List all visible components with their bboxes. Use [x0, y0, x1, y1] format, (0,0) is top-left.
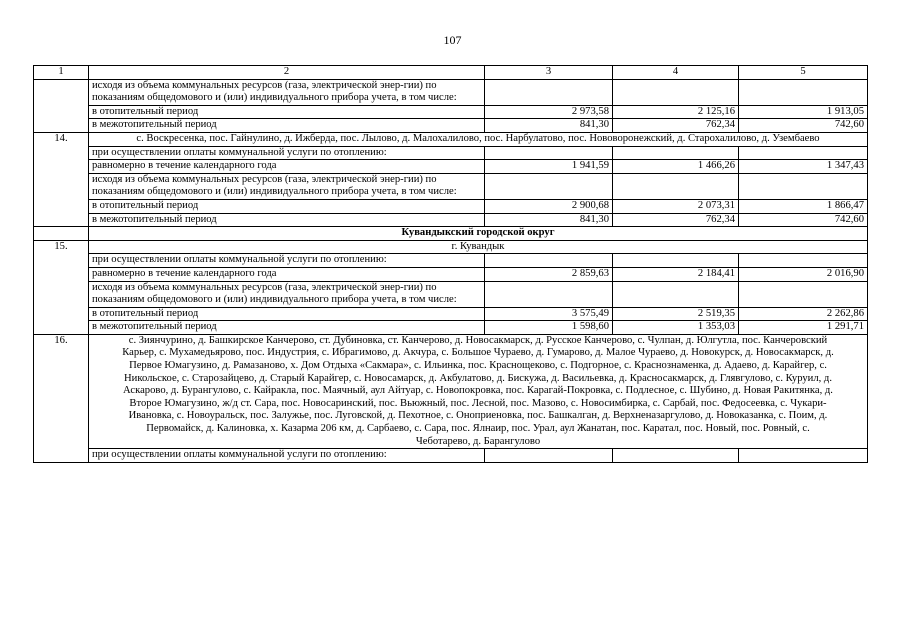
value-cell: 1 347,43	[739, 160, 868, 174]
row-label: равномерно в течение календарного года	[89, 160, 485, 174]
value-cell: 2 016,90	[739, 267, 868, 281]
table-row	[34, 307, 868, 321]
row-label: исходя из объема коммунальных ресурсов (газа, электрической энер-гии) по показаниям общедомового и (или) индивидуального прибора учета, в том числе:	[89, 173, 485, 199]
row-label: исходя из объема коммунальных ресурсов (газа, электрической энер-гии) по показаниям общедомового и (или) индивидуального прибора учета, в том числе:	[89, 79, 485, 105]
table-row	[34, 160, 868, 174]
value-cell: 1 291,71	[739, 321, 868, 335]
settlement-list: г. Кувандык	[89, 240, 868, 254]
table-row	[34, 334, 868, 448]
row-label: в отопительный период	[89, 307, 485, 321]
row-index: 15.	[34, 240, 89, 334]
table-row	[34, 132, 868, 146]
row-label: исходя из объема коммунальных ресурсов (газа, электрической энер-гии) по показаниям общедомового и (или) индивидуального прибора учета, в том числе:	[89, 281, 485, 307]
row-label: в межотопительный период	[89, 119, 485, 133]
row-label: равномерно в течение календарного года	[89, 267, 485, 281]
value-cell: 762,34	[613, 119, 739, 133]
table-row	[34, 173, 868, 199]
header-cell: 2	[89, 66, 485, 80]
header-cell: 3	[485, 66, 613, 80]
district-row	[34, 227, 868, 241]
table-row	[34, 213, 868, 227]
row-label: в отопительный период	[89, 105, 485, 119]
table-row	[34, 199, 868, 213]
header-cell: 5	[739, 66, 868, 80]
table-row	[34, 254, 868, 268]
value-cell: 2 125,16	[613, 105, 739, 119]
header-row	[34, 66, 868, 80]
value-cell: 1 466,26	[613, 160, 739, 174]
table-row	[34, 79, 868, 105]
row-label: в отопительный период	[89, 199, 485, 213]
header-cell: 1	[34, 66, 89, 80]
value-cell: 841,30	[485, 213, 613, 227]
table-row	[34, 281, 868, 307]
table-row	[34, 105, 868, 119]
table-row	[34, 449, 868, 463]
row-index: 16.	[34, 334, 89, 462]
value-cell: 1 353,03	[613, 321, 739, 335]
value-cell: 762,34	[613, 213, 739, 227]
row-label: в межотопительный период	[89, 213, 485, 227]
value-cell: 742,60	[739, 213, 868, 227]
value-cell: 3 575,49	[485, 307, 613, 321]
table-row	[34, 240, 868, 254]
value-cell: 2 073,31	[613, 199, 739, 213]
settlement-list: с. Воскресенка, пос. Гайнулино, д. Ижберда, пос. Лылово, д. Малохалилово, пос. Нарбулатово, пос. Нововоронежский, д. Старохалилово, д. Узембаево	[89, 132, 868, 146]
tariff-table	[33, 65, 868, 463]
district-heading: Кувандыкский городской округ	[89, 227, 868, 241]
value-cell: 2 519,35	[613, 307, 739, 321]
row-index: 14.	[34, 132, 89, 226]
row-label: в межотопительный период	[89, 321, 485, 335]
value-cell: 1 598,60	[485, 321, 613, 335]
table-row	[34, 321, 868, 335]
value-cell: 2 973,58	[485, 105, 613, 119]
settlement-list: с. Зиянчурино, д. Башкирское Канчерово, ст. Дубиновка, ст. Канчерово, д. Новосакмарск, д. Русское Канчерово, с. Чулпан, д. Юлгутла, пос. Канчеровский Карьер, с. Мухамедьярово, пос. Индустрия, с. Ибрагимово, д. Акчура, с. Большое Чураево, д. Гумарово, д. Малое Чураево, д. Новокурск, д. Новосакмарск, д. Первое Юмагузино, д. Рамазаново, х. Дом Отдыха «Сакмара», с. Ильинка, пос. Краснощеково, с. Подгорное, с. Краснознаменка, д. Адаево, д. Карайгер, с. Никольское, с. Старозайцево, д. Старый Карайгер, с. Новосамарск, д. Акбулатово, д. Бискужа, д. Васильевка, д. Красносакмарск, д. Глявгулово, с. Куруил, д. Аскарово, д. Бурангулово, с. Кайракла, пос. Маячный, аул Айтуар, с. Новопокровка, пос. Карагай-Покровка, с. Подлесное, с. Шубино, д. Новая Ракитянка, д. Второе Юмагузино, ж/д ст. Сара, пос. Новосаринский, пос. Вьюжный, пос. Лесной, пос. Мазово, с. Новосимбирка, с. Сарбай, пос. Федосеевка, с. Чукари-Ивановка, с. Новоуральск, пос. Залужье, пос. Луговской, д. Пехотное, с. Оноприеновка, пос. Башкалган, д. Верхненазаргулово, д. Новоказанка, с. Поим, д. Первомайск, д. Калиновка, х. Казарма 206 км, д. Сарбаево, с. Сара, пос. Ялнаир, пос. Урал, аул Жанатан, пос. Каратал, пос. Новый, пос. Ровный, с. Чеботарево, д. Барангулово	[89, 334, 868, 448]
value-cell: 1 913,05	[739, 105, 868, 119]
value-cell: 2 859,63	[485, 267, 613, 281]
page-number: 107	[443, 33, 462, 47]
header-cell: 4	[613, 66, 739, 80]
table-row	[34, 267, 868, 281]
value-cell: 841,30	[485, 119, 613, 133]
value-cell: 1 866,47	[739, 199, 868, 213]
table-row	[34, 119, 868, 133]
value-cell: 742,60	[739, 119, 868, 133]
row-label: при осуществлении оплаты коммунальной услуги по отоплению:	[89, 254, 485, 268]
value-cell: 2 900,68	[485, 199, 613, 213]
value-cell: 1 941,59	[485, 160, 613, 174]
value-cell: 2 184,41	[613, 267, 739, 281]
table-row	[34, 146, 868, 160]
value-cell: 2 262,86	[739, 307, 868, 321]
row-label: при осуществлении оплаты коммунальной услуги по отоплению:	[89, 146, 485, 160]
row-label: при осуществлении оплаты коммунальной услуги по отоплению:	[89, 449, 485, 463]
